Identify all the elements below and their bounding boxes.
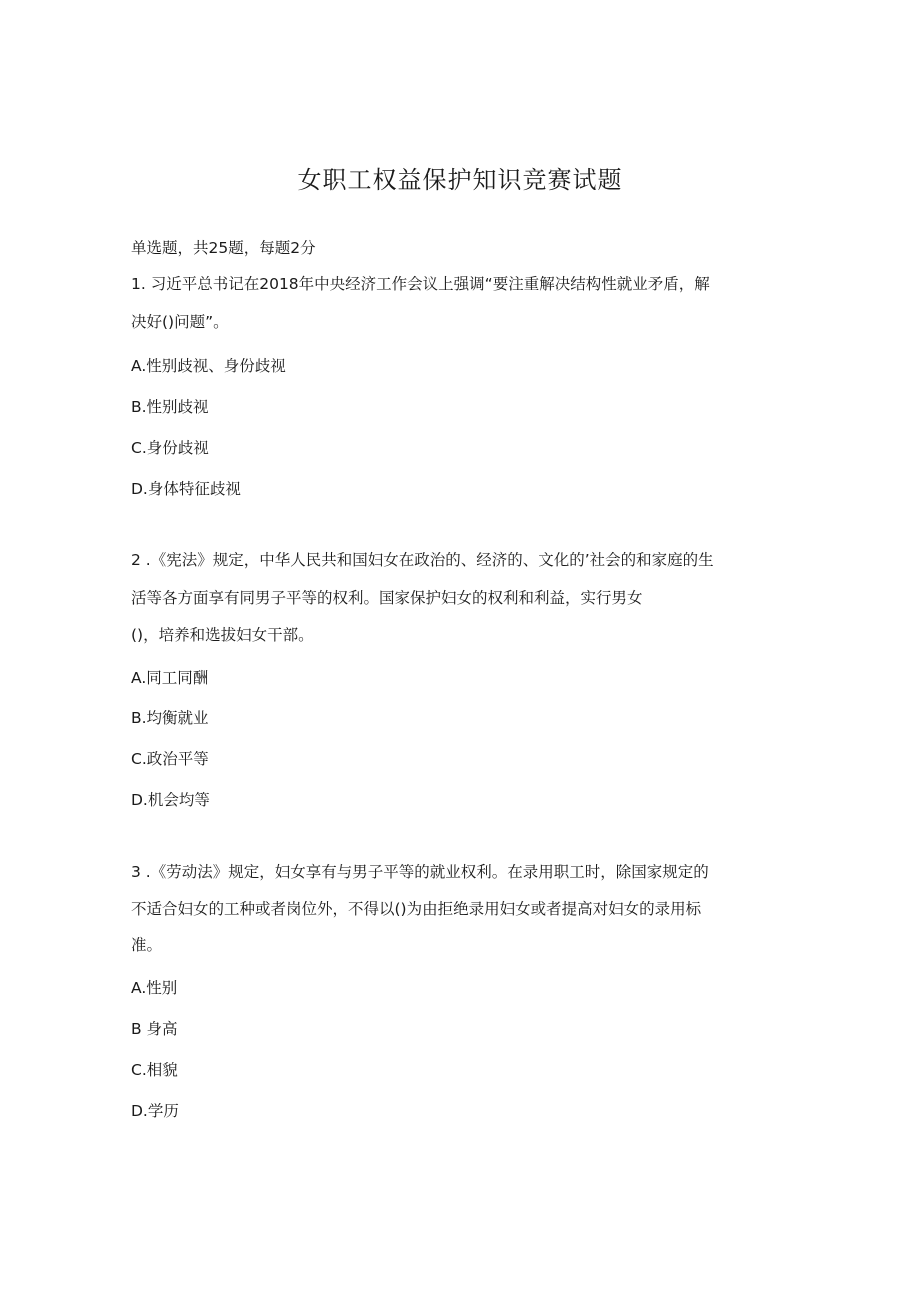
question-1-text-line-1: 1. 习近平总书记在2018年中央经济工作会议上强调“要注重解决结构性就业矛盾，解 xyxy=(131,275,710,293)
question-1-option-d: D.身体特征歧视 xyxy=(131,480,241,498)
question-2-option-d: D.机会均等 xyxy=(131,791,210,809)
section-header: 单选题，共25题，每题2分 xyxy=(131,239,316,257)
question-3-text-line-1: 3 .《劳动法》规定，妇女享有与男子平等的就业权利。在录用职工时，除国家规定的 xyxy=(131,863,709,881)
question-3-option-d: D.学历 xyxy=(131,1102,179,1120)
question-3-option-b: B 身高 xyxy=(131,1020,178,1038)
question-1-option-c: C.身份歧视 xyxy=(131,439,209,457)
question-3-text-line-2: 不适合妇女的工种或者岗位外，不得以()为由拒绝录用妇女或者提高对妇女的录用标 xyxy=(131,900,702,918)
question-1-text-line-2: 决好()问题”。 xyxy=(131,313,229,331)
question-2-text-line-2: 活等各方面享有同男子平等的权利。国家保护妇女的权利和利益，实行男女 xyxy=(131,589,643,607)
question-1-option-b: B.性别歧视 xyxy=(131,398,209,416)
question-2-option-a: A.同工同酬 xyxy=(131,669,209,687)
question-3-option-c: C.相貌 xyxy=(131,1061,178,1079)
question-3-option-a: A.性别 xyxy=(131,979,178,997)
question-1-option-a: A.性别歧视、身份歧视 xyxy=(131,357,286,375)
question-2-text-line-1: 2 .《宪法》规定，中华人民共和国妇女在政治的、经济的、文化的’社会的和家庭的生 xyxy=(131,551,714,569)
question-3-text-line-3: 准。 xyxy=(131,936,163,954)
question-2-text-line-3: ()，培养和选拔妇女干部。 xyxy=(131,626,314,644)
question-2-option-b: B.均衡就业 xyxy=(131,709,209,727)
question-2-option-c: C.政治平等 xyxy=(131,750,209,768)
document-title: 女职工权益保护知识竞赛试题 xyxy=(297,166,623,194)
